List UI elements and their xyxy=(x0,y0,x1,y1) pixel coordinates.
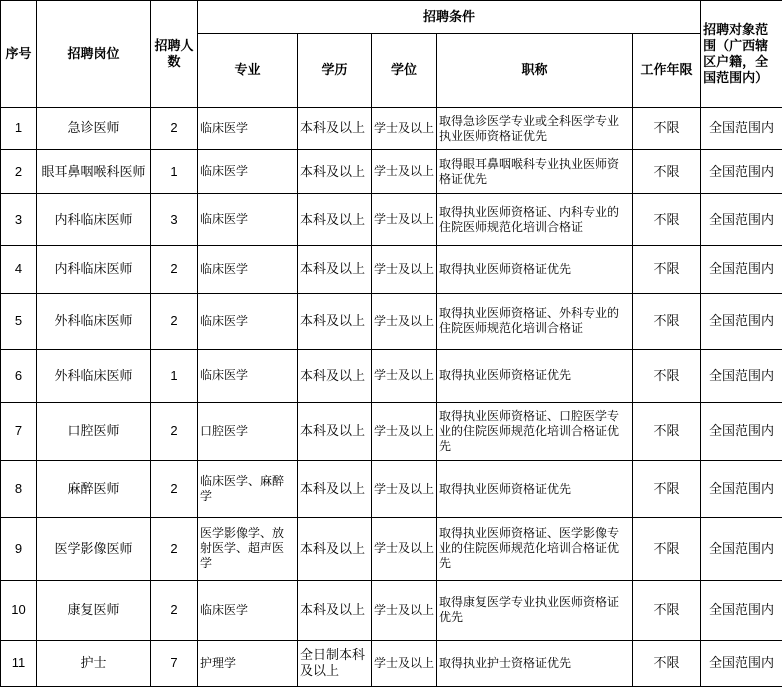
cell-position: 外科临床医师 xyxy=(37,293,151,349)
cell-no: 10 xyxy=(1,580,37,640)
cell-degree: 学士及以上 xyxy=(372,518,437,580)
cell-experience: 不限 xyxy=(633,461,701,518)
table-row xyxy=(1,461,782,518)
table-body xyxy=(1,108,782,687)
header-count: 招聘人数 xyxy=(151,1,198,108)
table-row xyxy=(1,402,782,460)
cell-experience: 不限 xyxy=(633,150,701,194)
table-row xyxy=(1,640,782,686)
cell-experience: 不限 xyxy=(633,580,701,640)
cell-experience: 不限 xyxy=(633,246,701,293)
cell-no: 1 xyxy=(1,108,37,150)
cell-title: 取得急诊医学专业或全科医学专业执业医师资格证优先 xyxy=(437,108,633,150)
cell-count: 2 xyxy=(151,293,198,349)
cell-title: 取得执业护士资格证优先 xyxy=(437,640,633,686)
cell-major: 医学影像学、放射医学、超声医学 xyxy=(198,518,298,580)
cell-education: 本科及以上 xyxy=(298,108,372,150)
cell-no: 9 xyxy=(1,518,37,580)
cell-major: 临床医学 xyxy=(198,108,298,150)
cell-major: 临床医学 xyxy=(198,349,298,402)
cell-position: 眼耳鼻咽喉科医师 xyxy=(37,150,151,194)
cell-title: 取得执业医师资格证、口腔医学专业的住院医师规范化培训合格证优先 xyxy=(437,402,633,460)
cell-major: 临床医学 xyxy=(198,150,298,194)
cell-degree: 学士及以上 xyxy=(372,246,437,293)
cell-no: 8 xyxy=(1,461,37,518)
cell-position: 外科临床医师 xyxy=(37,349,151,402)
cell-degree: 学士及以上 xyxy=(372,580,437,640)
cell-position: 护士 xyxy=(37,640,151,686)
table-row xyxy=(1,293,782,349)
cell-scope: 全国范围内 xyxy=(701,108,782,150)
cell-education: 本科及以上 xyxy=(298,580,372,640)
header-experience: 工作年限 xyxy=(633,34,701,108)
cell-position: 康复医师 xyxy=(37,580,151,640)
cell-position: 麻醉医师 xyxy=(37,461,151,518)
header-major: 专业 xyxy=(198,34,298,108)
cell-major: 临床医学 xyxy=(198,246,298,293)
cell-education: 本科及以上 xyxy=(298,402,372,460)
cell-experience: 不限 xyxy=(633,402,701,460)
cell-experience: 不限 xyxy=(633,640,701,686)
cell-education: 本科及以上 xyxy=(298,518,372,580)
cell-position: 急诊医师 xyxy=(37,108,151,150)
cell-major: 护理学 xyxy=(198,640,298,686)
cell-count: 2 xyxy=(151,518,198,580)
cell-scope: 全国范围内 xyxy=(701,293,782,349)
cell-education: 全日制本科及以上 xyxy=(298,640,372,686)
cell-count: 2 xyxy=(151,108,198,150)
cell-education: 本科及以上 xyxy=(298,293,372,349)
cell-count: 2 xyxy=(151,246,198,293)
table-row xyxy=(1,194,782,246)
cell-education: 本科及以上 xyxy=(298,194,372,246)
cell-no: 7 xyxy=(1,402,37,460)
header-conditions: 招聘条件 xyxy=(198,1,701,34)
header-education: 学历 xyxy=(298,34,372,108)
cell-education: 本科及以上 xyxy=(298,349,372,402)
cell-degree: 学士及以上 xyxy=(372,293,437,349)
cell-degree: 学士及以上 xyxy=(372,349,437,402)
table-row xyxy=(1,108,782,150)
cell-scope: 全国范围内 xyxy=(701,640,782,686)
cell-count: 3 xyxy=(151,194,198,246)
header-title: 职称 xyxy=(437,34,633,108)
header-no: 序号 xyxy=(1,1,37,108)
cell-no: 2 xyxy=(1,150,37,194)
cell-no: 4 xyxy=(1,246,37,293)
cell-title: 取得执业医师资格证优先 xyxy=(437,349,633,402)
cell-position: 医学影像医师 xyxy=(37,518,151,580)
cell-title: 取得执业医师资格证、医学影像专业的住院医师规范化培训合格证优先 xyxy=(437,518,633,580)
table-row xyxy=(1,518,782,580)
cell-title: 取得眼耳鼻咽喉科专业执业医师资格证优先 xyxy=(437,150,633,194)
cell-education: 本科及以上 xyxy=(298,246,372,293)
cell-scope: 全国范围内 xyxy=(701,461,782,518)
cell-scope: 全国范围内 xyxy=(701,150,782,194)
cell-no: 6 xyxy=(1,349,37,402)
cell-no: 5 xyxy=(1,293,37,349)
table-row xyxy=(1,150,782,194)
cell-experience: 不限 xyxy=(633,108,701,150)
cell-experience: 不限 xyxy=(633,194,701,246)
cell-major: 口腔医学 xyxy=(198,402,298,460)
header-degree: 学位 xyxy=(372,34,437,108)
cell-scope: 全国范围内 xyxy=(701,580,782,640)
cell-count: 1 xyxy=(151,150,198,194)
cell-position: 内科临床医师 xyxy=(37,194,151,246)
cell-title: 取得执业医师资格证优先 xyxy=(437,461,633,518)
cell-no: 3 xyxy=(1,194,37,246)
cell-degree: 学士及以上 xyxy=(372,150,437,194)
cell-degree: 学士及以上 xyxy=(372,194,437,246)
cell-position: 内科临床医师 xyxy=(37,246,151,293)
cell-scope: 全国范围内 xyxy=(701,402,782,460)
cell-scope: 全国范围内 xyxy=(701,349,782,402)
header-scope: 招聘对象范围（广西辖区户籍，全国范围内） xyxy=(701,1,782,108)
header-position: 招聘岗位 xyxy=(37,1,151,108)
cell-no: 11 xyxy=(1,640,37,686)
cell-count: 2 xyxy=(151,461,198,518)
cell-experience: 不限 xyxy=(633,293,701,349)
table-row xyxy=(1,349,782,402)
cell-count: 2 xyxy=(151,580,198,640)
cell-degree: 学士及以上 xyxy=(372,461,437,518)
cell-experience: 不限 xyxy=(633,518,701,580)
cell-degree: 学士及以上 xyxy=(372,108,437,150)
cell-degree: 学士及以上 xyxy=(372,402,437,460)
cell-count: 2 xyxy=(151,402,198,460)
cell-scope: 全国范围内 xyxy=(701,194,782,246)
cell-major: 临床医学 xyxy=(198,293,298,349)
table-row xyxy=(1,580,782,640)
cell-position: 口腔医师 xyxy=(37,402,151,460)
table-header xyxy=(1,1,782,108)
cell-degree: 学士及以上 xyxy=(372,640,437,686)
cell-major: 临床医学 xyxy=(198,194,298,246)
cell-scope: 全国范围内 xyxy=(701,518,782,580)
cell-title: 取得执业医师资格证、内科专业的住院医师规范化培训合格证 xyxy=(437,194,633,246)
cell-title: 取得执业医师资格证优先 xyxy=(437,246,633,293)
cell-count: 7 xyxy=(151,640,198,686)
cell-education: 本科及以上 xyxy=(298,150,372,194)
cell-major: 临床医学、麻醉学 xyxy=(198,461,298,518)
cell-education: 本科及以上 xyxy=(298,461,372,518)
cell-title: 取得执业医师资格证、外科专业的住院医师规范化培训合格证 xyxy=(437,293,633,349)
cell-major: 临床医学 xyxy=(198,580,298,640)
cell-experience: 不限 xyxy=(633,349,701,402)
cell-title: 取得康复医学专业执业医师资格证优先 xyxy=(437,580,633,640)
cell-scope: 全国范围内 xyxy=(701,246,782,293)
cell-count: 1 xyxy=(151,349,198,402)
table-row xyxy=(1,246,782,293)
